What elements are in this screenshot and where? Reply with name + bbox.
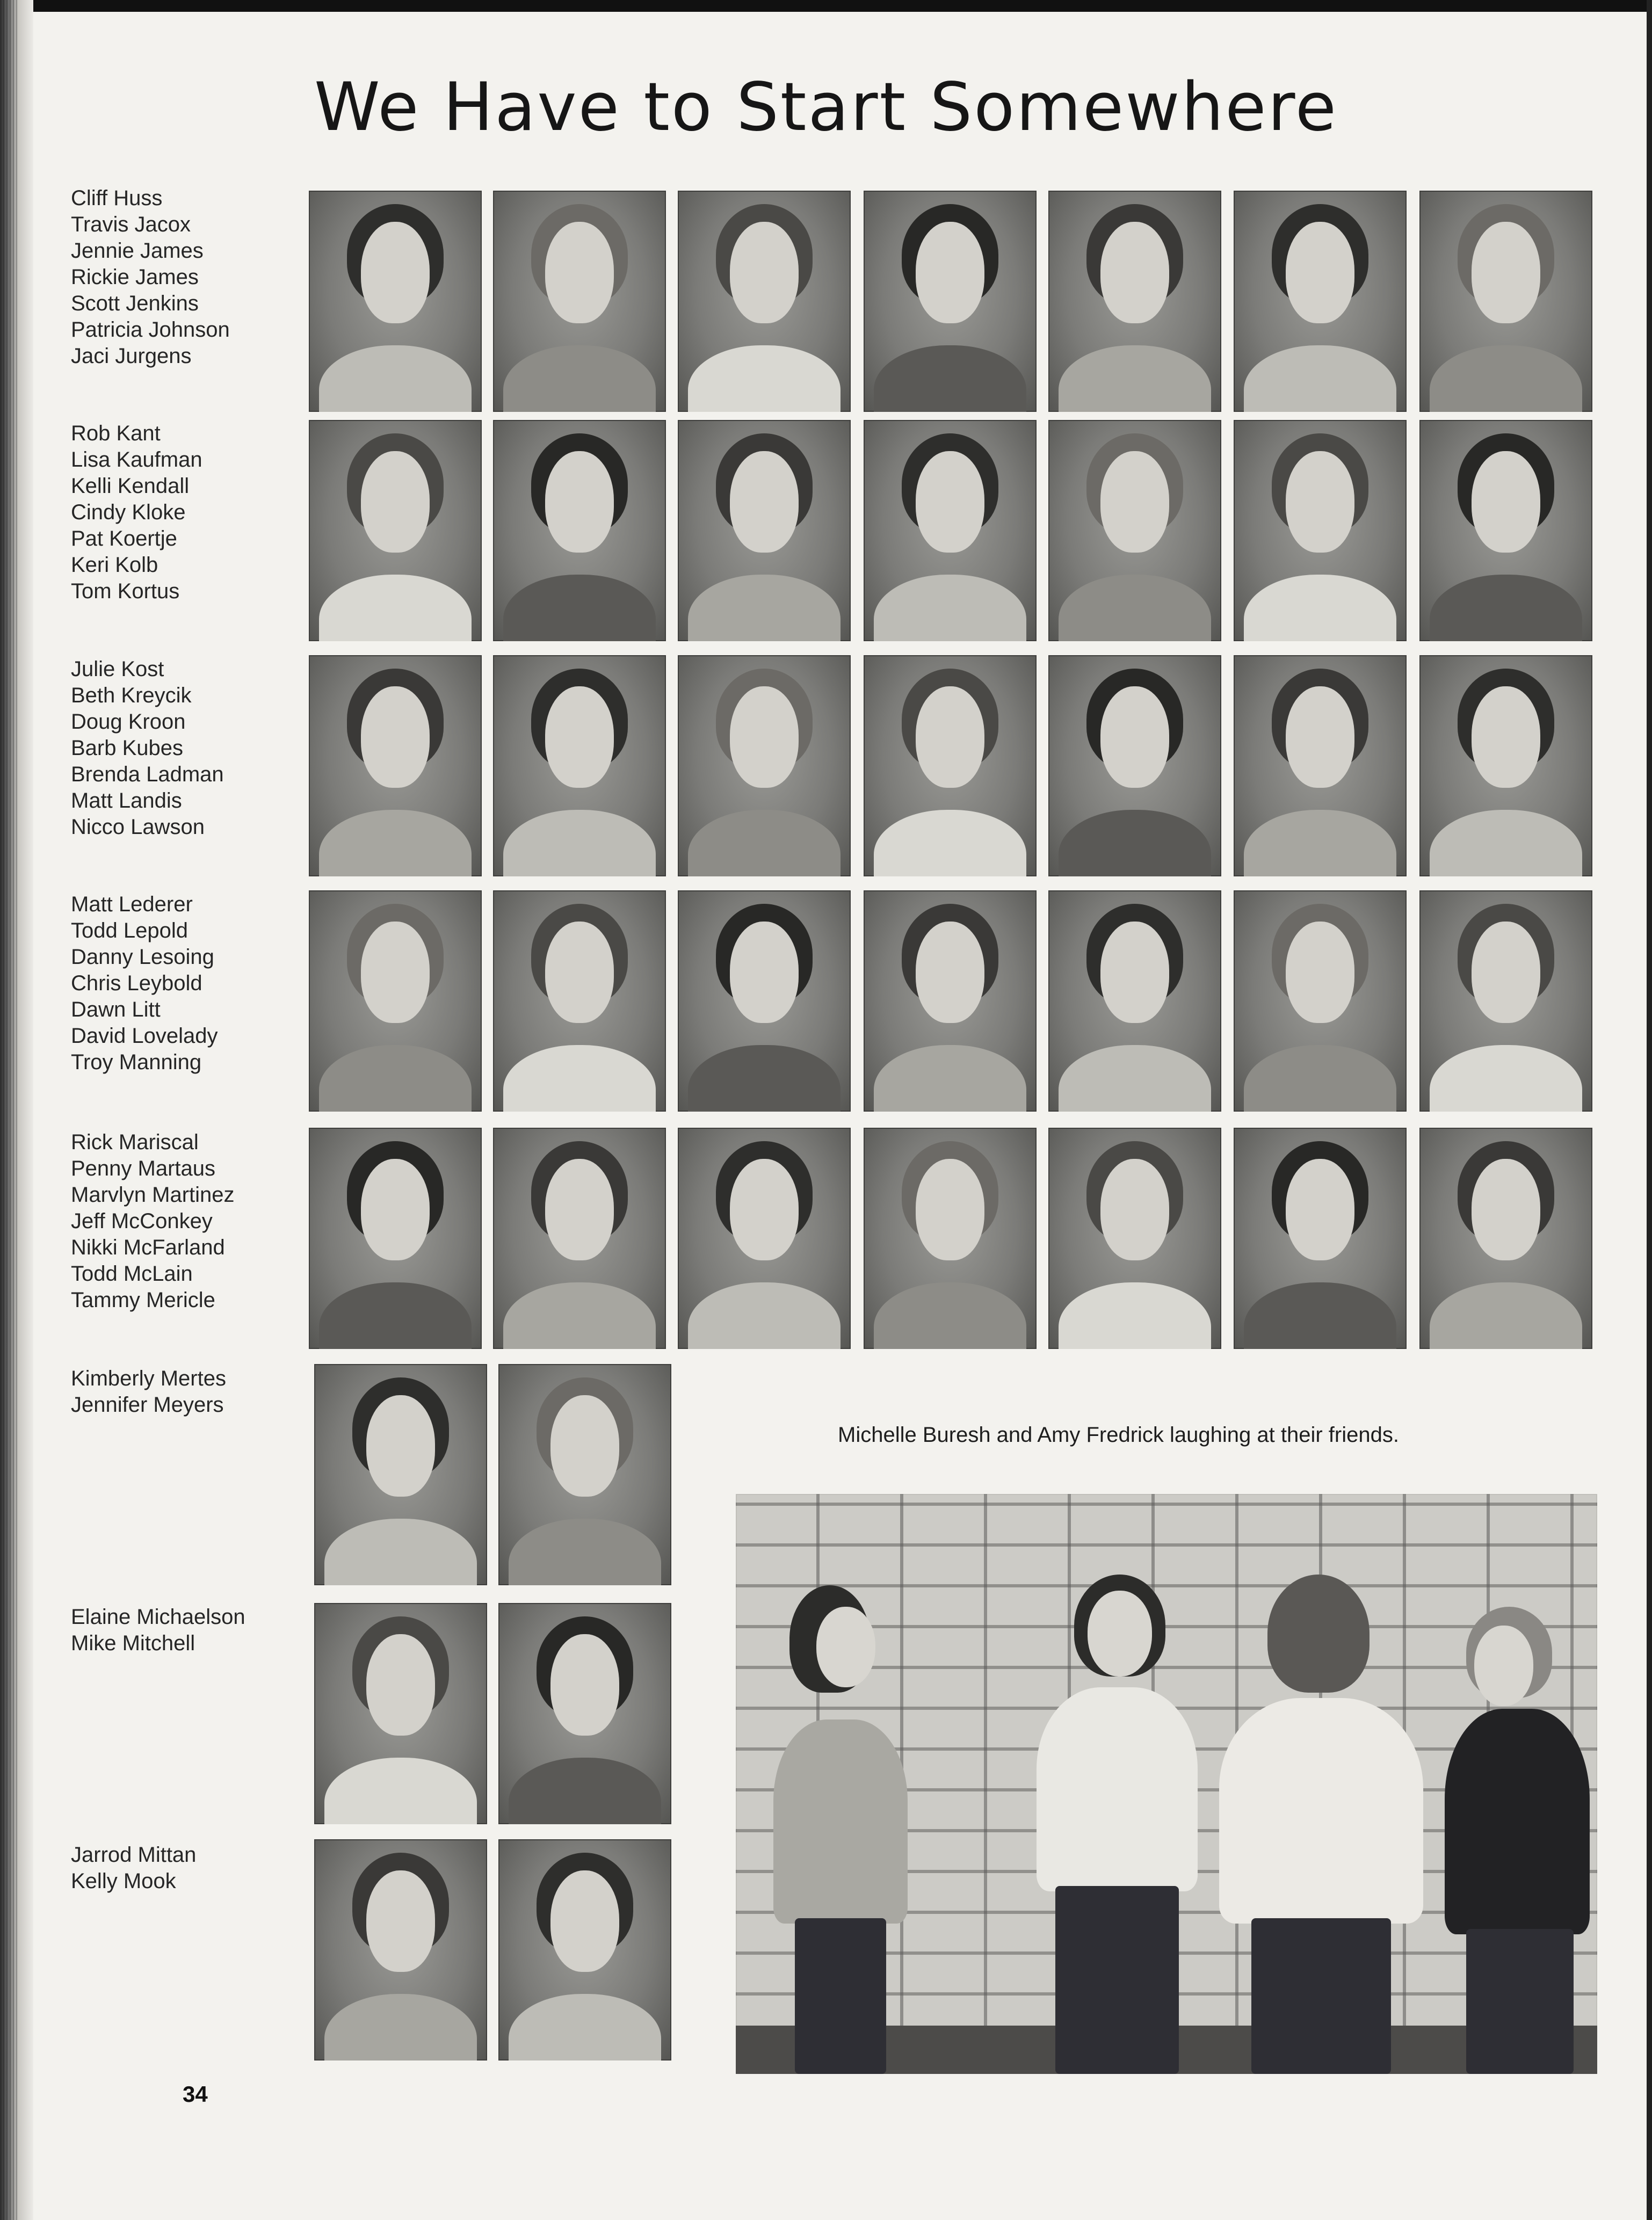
- student-portrait: [309, 191, 482, 412]
- student-portrait: [1419, 420, 1592, 641]
- name-list-row-1: [71, 185, 230, 369]
- student-portrait: [1048, 890, 1221, 1112]
- student-name: Barb Kubes: [71, 736, 184, 760]
- student-name: Marvlyn Martinez: [71, 1183, 235, 1207]
- name-list-row-2: [71, 420, 202, 605]
- student-portrait: [493, 191, 666, 412]
- student-portrait: [309, 890, 482, 1112]
- student-portrait: [1048, 1128, 1221, 1349]
- right-edge: [1647, 0, 1652, 2220]
- name-list-row-4: [71, 891, 218, 1076]
- student-portrait: [493, 1128, 666, 1349]
- student-portrait: [309, 420, 482, 641]
- student-name: Kelly Mook: [71, 1869, 176, 1893]
- student-portrait: [493, 890, 666, 1112]
- name-list-row-6: [71, 1366, 226, 1418]
- student-name: Jennifer Meyers: [71, 1393, 224, 1417]
- student-name: Patricia Johnson: [71, 318, 230, 342]
- student-name: Travis Jacox: [71, 213, 191, 236]
- student-name: Julie Kost: [71, 657, 164, 681]
- name-list-row-5: [71, 1129, 235, 1314]
- top-edge: [0, 0, 1652, 12]
- student-portrait: [1419, 1128, 1592, 1349]
- student-name: Cliff Huss: [71, 186, 163, 210]
- student-portrait: [493, 420, 666, 641]
- group-photo: [736, 1494, 1597, 2074]
- name-list-row-8: [71, 1842, 196, 1895]
- student-name: Cindy Kloke: [71, 500, 186, 524]
- person-figure: [1219, 1575, 1423, 2074]
- student-portrait: [678, 1128, 851, 1349]
- student-name: Todd Lepold: [71, 919, 188, 942]
- student-name: Doug Kroon: [71, 710, 186, 734]
- page-title: We Have to Start Somewhere: [314, 69, 1338, 146]
- student-portrait: [498, 1603, 671, 1824]
- student-name: Rickie James: [71, 265, 199, 289]
- student-portrait: [1419, 655, 1592, 876]
- student-name: Tammy Mericle: [71, 1288, 215, 1312]
- student-portrait: [309, 1128, 482, 1349]
- student-name: Nicco Lawson: [71, 815, 205, 839]
- student-name: Elaine Michaelson: [71, 1605, 245, 1629]
- student-name: Jarrod Mittan: [71, 1843, 197, 1867]
- student-name: Troy Manning: [71, 1050, 202, 1074]
- student-name: Mike Mitchell: [71, 1631, 195, 1655]
- student-portrait: [1234, 890, 1407, 1112]
- student-portrait: [864, 420, 1037, 641]
- student-portrait: [1234, 1128, 1407, 1349]
- page-binding: [0, 0, 33, 2220]
- student-name: Chris Leybold: [71, 971, 202, 995]
- student-name: Jeff McConkey: [71, 1209, 213, 1233]
- student-portrait: [1048, 655, 1221, 876]
- student-portrait: [1048, 420, 1221, 641]
- student-portrait: [1234, 191, 1407, 412]
- student-portrait: [314, 1839, 487, 2061]
- student-portrait: [1234, 655, 1407, 876]
- student-portrait: [678, 420, 851, 641]
- student-portrait: [864, 890, 1037, 1112]
- student-name: Jaci Jurgens: [71, 344, 192, 368]
- student-name: Kelli Kendall: [71, 474, 190, 498]
- student-name: Nikki McFarland: [71, 1236, 225, 1259]
- student-name: Dawn Litt: [71, 998, 161, 1021]
- student-portrait: [864, 1128, 1037, 1349]
- photo-caption: Michelle Buresh and Amy Fredrick laughing at their friends.: [838, 1423, 1399, 1447]
- person-figure: [1037, 1575, 1198, 2074]
- page-number: 34: [183, 2081, 208, 2107]
- student-name: Lisa Kaufman: [71, 448, 202, 471]
- student-portrait: [309, 655, 482, 876]
- student-name: Danny Lesoing: [71, 945, 214, 969]
- student-name: Jennie James: [71, 239, 204, 263]
- student-name: Matt Landis: [71, 789, 182, 812]
- student-portrait: [498, 1364, 671, 1585]
- student-portrait: [1234, 420, 1407, 641]
- student-name: Scott Jenkins: [71, 292, 199, 315]
- student-portrait: [314, 1603, 487, 1824]
- student-name: Matt Lederer: [71, 893, 193, 916]
- name-list-row-3: [71, 656, 224, 840]
- student-portrait: [498, 1839, 671, 2061]
- student-name: Kimberly Mertes: [71, 1367, 226, 1390]
- person-figure: [773, 1585, 913, 2074]
- student-name: Todd McLain: [71, 1262, 193, 1286]
- student-portrait: [493, 655, 666, 876]
- student-name: David Lovelady: [71, 1024, 218, 1048]
- student-name: Pat Koertje: [71, 527, 177, 550]
- student-portrait: [864, 191, 1037, 412]
- student-portrait: [864, 655, 1037, 876]
- student-name: Beth Kreycik: [71, 684, 192, 707]
- student-portrait: [314, 1364, 487, 1585]
- student-portrait: [1419, 191, 1592, 412]
- student-portrait: [1419, 890, 1592, 1112]
- student-portrait: [678, 890, 851, 1112]
- student-portrait: [678, 191, 851, 412]
- student-portrait: [678, 655, 851, 876]
- student-portrait: [1048, 191, 1221, 412]
- student-name: Tom Kortus: [71, 579, 180, 603]
- student-name: Penny Martaus: [71, 1157, 216, 1180]
- student-name: Brenda Ladman: [71, 763, 224, 786]
- student-name: Rob Kant: [71, 422, 161, 445]
- student-name: Rick Mariscal: [71, 1130, 199, 1154]
- name-list-row-7: [71, 1604, 245, 1657]
- student-name: Keri Kolb: [71, 553, 158, 577]
- person-figure: [1445, 1607, 1595, 2074]
